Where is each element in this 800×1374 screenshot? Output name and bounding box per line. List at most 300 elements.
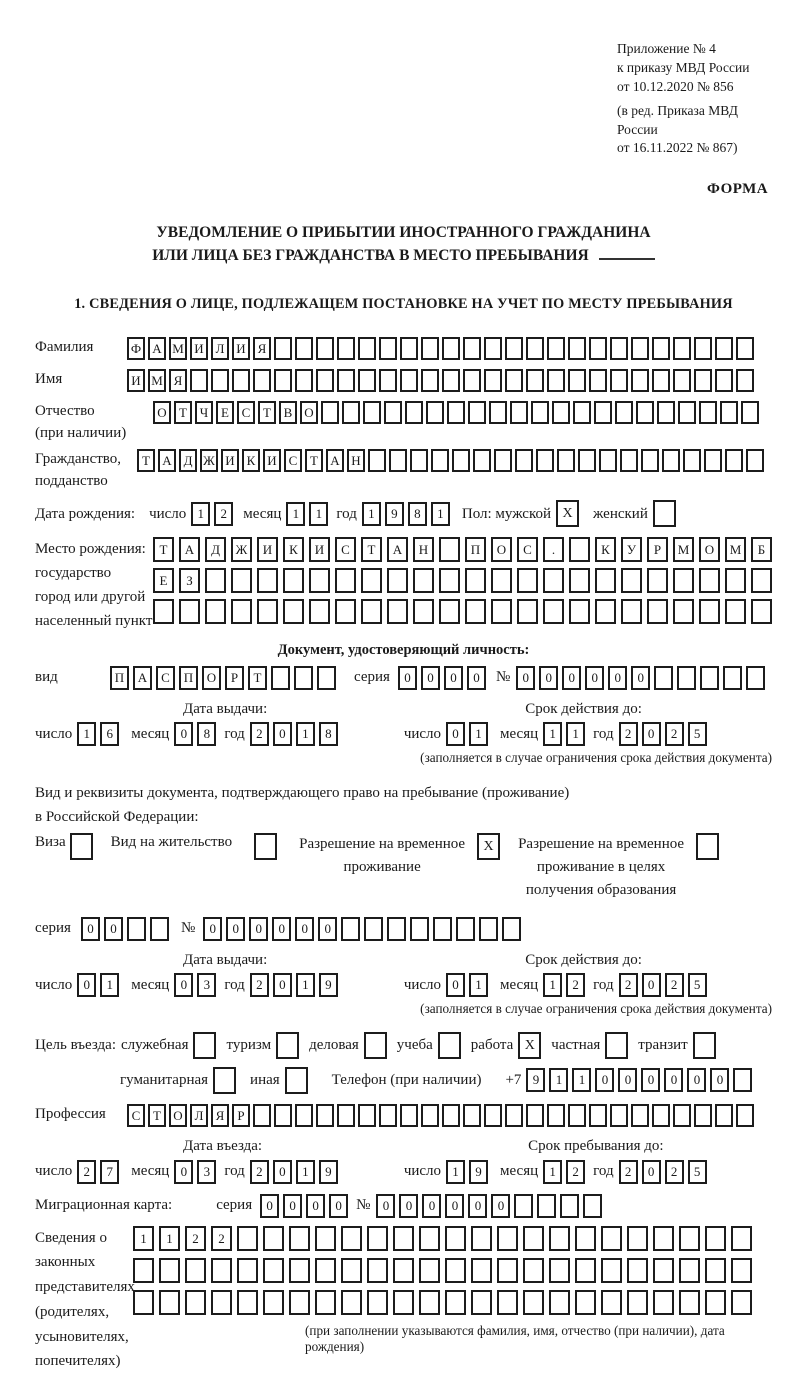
char-cell[interactable] (231, 568, 252, 593)
char-cell[interactable] (575, 1226, 596, 1251)
char-cell[interactable] (315, 1258, 336, 1283)
char-cell[interactable] (505, 337, 523, 360)
char-cell[interactable]: Ж (200, 449, 218, 472)
char-cell[interactable]: А (326, 449, 344, 472)
char-cell[interactable] (497, 1258, 518, 1283)
char-cell[interactable] (543, 568, 564, 593)
char-cell[interactable]: 1 (469, 722, 488, 746)
char-cell[interactable]: А (387, 537, 408, 562)
char-cell[interactable]: 0 (422, 1194, 441, 1218)
char-cell[interactable] (601, 1226, 622, 1251)
char-cell[interactable]: 1 (469, 973, 488, 997)
char-cell[interactable]: П (179, 666, 198, 690)
char-cell[interactable] (573, 401, 591, 424)
char-cell[interactable]: 0 (174, 973, 193, 997)
char-cell[interactable]: 0 (77, 973, 96, 997)
char-cell[interactable] (731, 1226, 752, 1251)
char-cell[interactable]: 0 (642, 722, 661, 746)
char-cell[interactable]: 6 (100, 722, 119, 746)
char-cell[interactable] (379, 1104, 397, 1127)
char-cell[interactable] (439, 599, 460, 624)
char-cell[interactable] (569, 537, 590, 562)
char-cell[interactable]: 2 (250, 1160, 269, 1184)
char-cell[interactable] (526, 337, 544, 360)
char-cell[interactable] (652, 337, 670, 360)
char-cell[interactable] (315, 1226, 336, 1251)
char-cell[interactable] (610, 337, 628, 360)
char-cell[interactable] (636, 401, 654, 424)
char-cell[interactable]: 0 (273, 973, 292, 997)
char-cell[interactable] (387, 917, 406, 941)
char-cell[interactable] (536, 449, 554, 472)
char-cell[interactable]: Л (190, 1104, 208, 1127)
char-cell[interactable] (578, 449, 596, 472)
char-cell[interactable]: 1 (572, 1068, 591, 1092)
char-cell[interactable]: М (725, 537, 746, 562)
char-cell[interactable] (610, 1104, 628, 1127)
char-cell[interactable] (683, 449, 701, 472)
char-cell[interactable] (647, 599, 668, 624)
char-cell[interactable]: Е (153, 568, 174, 593)
char-cell[interactable] (652, 369, 670, 392)
char-cell[interactable]: 0 (516, 666, 535, 690)
char-cell[interactable] (489, 401, 507, 424)
char-cell[interactable] (673, 337, 691, 360)
char-cell[interactable] (569, 599, 590, 624)
char-cell[interactable] (631, 369, 649, 392)
char-cell[interactable] (419, 1258, 440, 1283)
char-cell[interactable]: С (517, 537, 538, 562)
char-cell[interactable]: 2 (665, 973, 684, 997)
char-cell[interactable]: 0 (562, 666, 581, 690)
char-cell[interactable] (678, 401, 696, 424)
char-cell[interactable] (274, 1104, 292, 1127)
char-cell[interactable] (335, 599, 356, 624)
char-cell[interactable] (505, 1104, 523, 1127)
char-cell[interactable]: 9 (385, 502, 404, 526)
char-cell[interactable]: 0 (318, 917, 337, 941)
char-cell[interactable] (421, 369, 439, 392)
char-cell[interactable] (205, 568, 226, 593)
char-cell[interactable] (549, 1258, 570, 1283)
char-cell[interactable] (653, 1258, 674, 1283)
char-cell[interactable] (413, 568, 434, 593)
char-cell[interactable] (276, 1032, 299, 1059)
char-cell[interactable] (70, 833, 93, 860)
char-cell[interactable] (605, 1032, 628, 1059)
char-cell[interactable]: 0 (468, 1194, 487, 1218)
char-cell[interactable] (731, 1258, 752, 1283)
char-cell[interactable] (705, 1290, 726, 1315)
char-cell[interactable] (274, 337, 292, 360)
char-cell[interactable]: 9 (319, 973, 338, 997)
char-cell[interactable] (699, 568, 720, 593)
char-cell[interactable] (484, 369, 502, 392)
char-cell[interactable] (620, 449, 638, 472)
char-cell[interactable]: М (169, 337, 187, 360)
char-cell[interactable] (751, 568, 772, 593)
char-cell[interactable] (442, 337, 460, 360)
char-cell[interactable] (337, 1104, 355, 1127)
char-cell[interactable] (400, 369, 418, 392)
char-cell[interactable]: 2 (211, 1226, 232, 1251)
char-cell[interactable] (621, 568, 642, 593)
char-cell[interactable]: 0 (631, 666, 650, 690)
char-cell[interactable]: 0 (539, 666, 558, 690)
char-cell[interactable] (456, 917, 475, 941)
char-cell[interactable] (465, 568, 486, 593)
char-cell[interactable]: И (263, 449, 281, 472)
char-cell[interactable] (283, 568, 304, 593)
char-cell[interactable] (465, 599, 486, 624)
char-cell[interactable]: 1 (362, 502, 381, 526)
char-cell[interactable] (439, 568, 460, 593)
char-cell[interactable]: 0 (444, 666, 463, 690)
char-cell[interactable] (274, 369, 292, 392)
char-cell[interactable] (393, 1258, 414, 1283)
char-cell[interactable]: И (232, 337, 250, 360)
char-cell[interactable]: 0 (446, 722, 465, 746)
char-cell[interactable] (547, 369, 565, 392)
char-cell[interactable]: О (300, 401, 318, 424)
char-cell[interactable] (568, 369, 586, 392)
char-cell[interactable] (547, 337, 565, 360)
char-cell[interactable] (213, 1067, 236, 1094)
char-cell[interactable] (337, 369, 355, 392)
char-cell[interactable] (447, 401, 465, 424)
char-cell[interactable] (410, 449, 428, 472)
char-cell[interactable] (497, 1290, 518, 1315)
char-cell[interactable]: З (179, 568, 200, 593)
char-cell[interactable] (599, 449, 617, 472)
char-cell[interactable] (531, 401, 549, 424)
char-cell[interactable] (445, 1258, 466, 1283)
char-cell[interactable] (211, 1258, 232, 1283)
char-cell[interactable]: П (110, 666, 129, 690)
char-cell[interactable]: . (543, 537, 564, 562)
char-cell[interactable] (557, 449, 575, 472)
char-cell[interactable] (309, 599, 330, 624)
char-cell[interactable] (653, 1290, 674, 1315)
char-cell[interactable] (568, 337, 586, 360)
char-cell[interactable] (569, 568, 590, 593)
char-cell[interactable] (537, 1194, 556, 1218)
char-cell[interactable]: А (133, 666, 152, 690)
char-cell[interactable]: 0 (283, 1194, 302, 1218)
char-cell[interactable]: 1 (100, 973, 119, 997)
char-cell[interactable] (341, 1258, 362, 1283)
char-cell[interactable] (283, 599, 304, 624)
char-cell[interactable] (237, 1290, 258, 1315)
char-cell[interactable] (715, 1104, 733, 1127)
char-cell[interactable]: 0 (421, 666, 440, 690)
char-cell[interactable]: М (673, 537, 694, 562)
char-cell[interactable] (231, 599, 252, 624)
char-cell[interactable] (295, 1104, 313, 1127)
char-cell[interactable]: 0 (641, 1068, 660, 1092)
char-cell[interactable]: 0 (272, 917, 291, 941)
char-cell[interactable] (442, 369, 460, 392)
char-cell[interactable] (342, 401, 360, 424)
char-cell[interactable] (419, 1226, 440, 1251)
char-cell[interactable] (610, 369, 628, 392)
char-cell[interactable] (438, 1032, 461, 1059)
char-cell[interactable] (627, 1290, 648, 1315)
char-cell[interactable] (379, 369, 397, 392)
char-cell[interactable]: Т (248, 666, 267, 690)
char-cell[interactable]: 0 (446, 973, 465, 997)
char-cell[interactable] (700, 666, 719, 690)
char-cell[interactable]: К (283, 537, 304, 562)
char-cell[interactable]: 8 (197, 722, 216, 746)
char-cell[interactable] (433, 917, 452, 941)
char-cell[interactable] (271, 666, 290, 690)
char-cell[interactable] (159, 1258, 180, 1283)
char-cell[interactable]: 0 (642, 1160, 661, 1184)
char-cell[interactable] (736, 337, 754, 360)
char-cell[interactable] (736, 1104, 754, 1127)
char-cell[interactable] (679, 1290, 700, 1315)
char-cell[interactable]: 1 (133, 1226, 154, 1251)
char-cell[interactable] (575, 1290, 596, 1315)
char-cell[interactable] (589, 337, 607, 360)
char-cell[interactable] (515, 449, 533, 472)
char-cell[interactable] (733, 1068, 752, 1092)
char-cell[interactable] (341, 917, 360, 941)
char-cell[interactable]: 9 (319, 1160, 338, 1184)
char-cell[interactable] (426, 401, 444, 424)
char-cell[interactable] (696, 833, 719, 860)
char-cell[interactable]: X (556, 500, 579, 527)
char-cell[interactable] (731, 1290, 752, 1315)
char-cell[interactable]: 5 (688, 722, 707, 746)
char-cell[interactable] (523, 1258, 544, 1283)
char-cell[interactable] (517, 568, 538, 593)
char-cell[interactable]: Я (211, 1104, 229, 1127)
char-cell[interactable] (705, 1226, 726, 1251)
char-cell[interactable] (361, 568, 382, 593)
char-cell[interactable] (631, 1104, 649, 1127)
char-cell[interactable] (497, 1226, 518, 1251)
char-cell[interactable] (627, 1226, 648, 1251)
char-cell[interactable] (263, 1226, 284, 1251)
char-cell[interactable] (673, 369, 691, 392)
char-cell[interactable] (185, 1290, 206, 1315)
char-cell[interactable]: 0 (104, 917, 123, 941)
char-cell[interactable] (510, 401, 528, 424)
char-cell[interactable] (159, 1290, 180, 1315)
char-cell[interactable]: И (127, 369, 145, 392)
char-cell[interactable]: А (148, 337, 166, 360)
char-cell[interactable] (491, 599, 512, 624)
char-cell[interactable] (473, 449, 491, 472)
char-cell[interactable]: П (465, 537, 486, 562)
char-cell[interactable] (237, 1226, 258, 1251)
char-cell[interactable]: 7 (100, 1160, 119, 1184)
char-cell[interactable]: Л (211, 337, 229, 360)
char-cell[interactable] (471, 1290, 492, 1315)
char-cell[interactable]: 1 (296, 973, 315, 997)
char-cell[interactable]: 0 (81, 917, 100, 941)
char-cell[interactable]: 1 (543, 973, 562, 997)
char-cell[interactable] (699, 599, 720, 624)
char-cell[interactable]: 1 (566, 722, 585, 746)
char-cell[interactable]: Р (225, 666, 244, 690)
char-cell[interactable]: 0 (226, 917, 245, 941)
char-cell[interactable] (594, 401, 612, 424)
char-cell[interactable] (725, 599, 746, 624)
char-cell[interactable]: Т (361, 537, 382, 562)
char-cell[interactable]: И (309, 537, 330, 562)
char-cell[interactable]: Т (174, 401, 192, 424)
char-cell[interactable] (205, 599, 226, 624)
char-cell[interactable]: 0 (491, 1194, 510, 1218)
char-cell[interactable] (615, 401, 633, 424)
char-cell[interactable] (523, 1290, 544, 1315)
char-cell[interactable]: 1 (286, 502, 305, 526)
char-cell[interactable] (463, 337, 481, 360)
char-cell[interactable]: С (237, 401, 255, 424)
char-cell[interactable] (289, 1258, 310, 1283)
char-cell[interactable]: X (477, 833, 500, 860)
char-cell[interactable] (387, 568, 408, 593)
char-cell[interactable]: Н (413, 537, 434, 562)
char-cell[interactable] (361, 599, 382, 624)
char-cell[interactable] (601, 1258, 622, 1283)
char-cell[interactable] (368, 449, 386, 472)
char-cell[interactable]: 1 (431, 502, 450, 526)
char-cell[interactable]: 0 (295, 917, 314, 941)
char-cell[interactable] (673, 1104, 691, 1127)
char-cell[interactable] (387, 599, 408, 624)
char-cell[interactable]: 0 (595, 1068, 614, 1092)
char-cell[interactable]: 0 (608, 666, 627, 690)
char-cell[interactable] (211, 1290, 232, 1315)
char-cell[interactable]: О (202, 666, 221, 690)
char-cell[interactable]: Е (216, 401, 234, 424)
char-cell[interactable] (358, 337, 376, 360)
char-cell[interactable] (316, 337, 334, 360)
char-cell[interactable] (679, 1226, 700, 1251)
char-cell[interactable] (694, 1104, 712, 1127)
char-cell[interactable] (185, 1258, 206, 1283)
char-cell[interactable]: 0 (618, 1068, 637, 1092)
char-cell[interactable] (285, 1067, 308, 1094)
char-cell[interactable] (309, 568, 330, 593)
char-cell[interactable]: 2 (665, 722, 684, 746)
char-cell[interactable] (335, 568, 356, 593)
char-cell[interactable] (257, 568, 278, 593)
char-cell[interactable] (653, 1226, 674, 1251)
char-cell[interactable]: 2 (185, 1226, 206, 1251)
char-cell[interactable]: 0 (329, 1194, 348, 1218)
char-cell[interactable]: Т (258, 401, 276, 424)
char-cell[interactable]: 2 (566, 1160, 585, 1184)
char-cell[interactable] (471, 1226, 492, 1251)
char-cell[interactable]: Т (305, 449, 323, 472)
char-cell[interactable]: С (156, 666, 175, 690)
char-cell[interactable] (253, 1104, 271, 1127)
char-cell[interactable] (400, 1104, 418, 1127)
char-cell[interactable]: 1 (296, 1160, 315, 1184)
char-cell[interactable] (479, 917, 498, 941)
char-cell[interactable]: 0 (398, 666, 417, 690)
char-cell[interactable] (410, 917, 429, 941)
char-cell[interactable] (405, 401, 423, 424)
char-cell[interactable] (232, 369, 250, 392)
char-cell[interactable]: 1 (446, 1160, 465, 1184)
char-cell[interactable]: М (148, 369, 166, 392)
char-cell[interactable] (595, 599, 616, 624)
char-cell[interactable] (421, 337, 439, 360)
char-cell[interactable] (316, 1104, 334, 1127)
char-cell[interactable] (725, 568, 746, 593)
char-cell[interactable] (677, 666, 696, 690)
char-cell[interactable]: С (335, 537, 356, 562)
char-cell[interactable] (543, 599, 564, 624)
char-cell[interactable]: Ч (195, 401, 213, 424)
char-cell[interactable]: 0 (445, 1194, 464, 1218)
char-cell[interactable]: Ж (231, 537, 252, 562)
char-cell[interactable] (263, 1290, 284, 1315)
char-cell[interactable] (445, 1226, 466, 1251)
char-cell[interactable]: С (284, 449, 302, 472)
char-cell[interactable]: Р (647, 537, 668, 562)
char-cell[interactable]: 1 (159, 1226, 180, 1251)
char-cell[interactable] (445, 1290, 466, 1315)
char-cell[interactable]: О (491, 537, 512, 562)
char-cell[interactable] (694, 337, 712, 360)
char-cell[interactable] (468, 401, 486, 424)
char-cell[interactable]: И (221, 449, 239, 472)
char-cell[interactable]: 0 (174, 722, 193, 746)
char-cell[interactable] (389, 449, 407, 472)
char-cell[interactable]: У (621, 537, 642, 562)
char-cell[interactable] (393, 1290, 414, 1315)
char-cell[interactable] (751, 599, 772, 624)
char-cell[interactable]: И (190, 337, 208, 360)
char-cell[interactable]: Б (751, 537, 772, 562)
char-cell[interactable] (601, 1290, 622, 1315)
char-cell[interactable] (673, 568, 694, 593)
char-cell[interactable] (484, 1104, 502, 1127)
char-cell[interactable] (657, 401, 675, 424)
char-cell[interactable]: Т (153, 537, 174, 562)
char-cell[interactable]: 9 (526, 1068, 545, 1092)
char-cell[interactable]: Я (253, 337, 271, 360)
char-cell[interactable] (439, 537, 460, 562)
char-cell[interactable]: 1 (549, 1068, 568, 1092)
char-cell[interactable] (653, 500, 676, 527)
char-cell[interactable] (364, 917, 383, 941)
char-cell[interactable]: 1 (191, 502, 210, 526)
char-cell[interactable] (294, 666, 313, 690)
char-cell[interactable]: Ф (127, 337, 145, 360)
char-cell[interactable] (413, 599, 434, 624)
char-cell[interactable] (583, 1194, 602, 1218)
char-cell[interactable]: 0 (664, 1068, 683, 1092)
char-cell[interactable] (295, 337, 313, 360)
char-cell[interactable]: 3 (197, 1160, 216, 1184)
char-cell[interactable] (705, 1258, 726, 1283)
char-cell[interactable] (715, 369, 733, 392)
char-cell[interactable]: О (699, 537, 720, 562)
char-cell[interactable] (317, 666, 336, 690)
char-cell[interactable] (494, 449, 512, 472)
char-cell[interactable] (720, 401, 738, 424)
char-cell[interactable] (295, 369, 313, 392)
char-cell[interactable] (641, 449, 659, 472)
